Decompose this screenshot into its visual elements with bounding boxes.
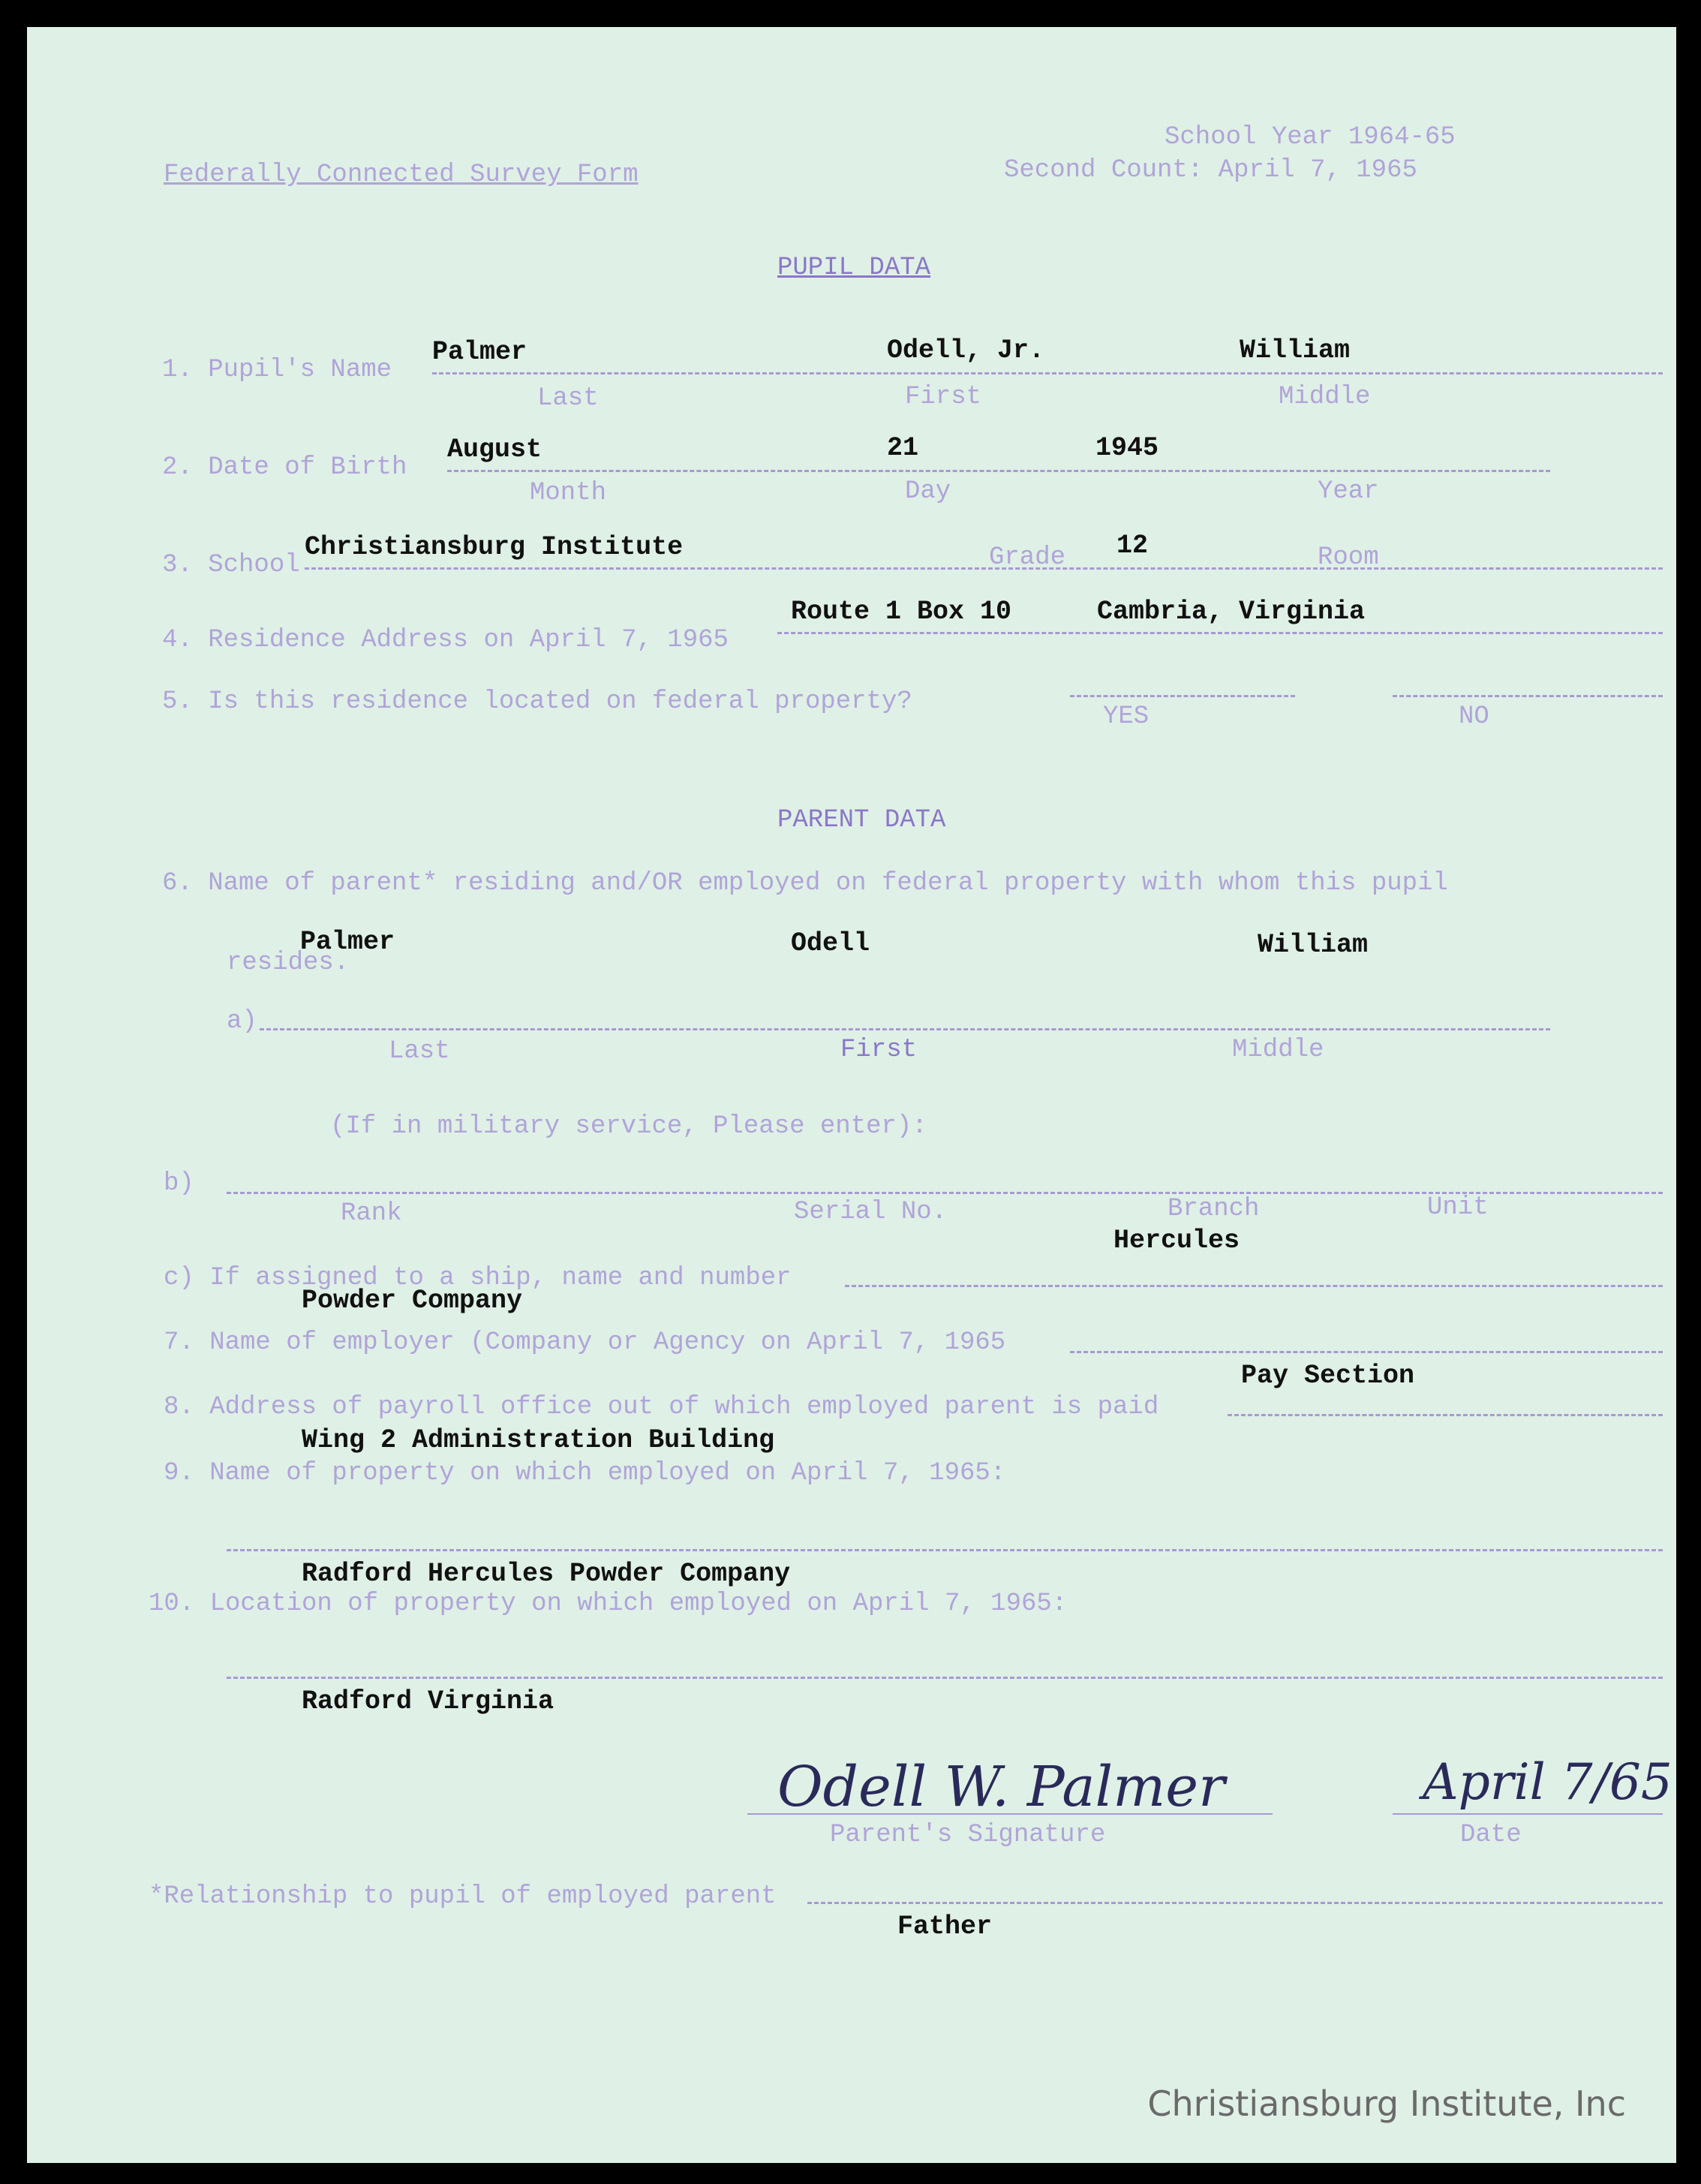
q9-label: 9. Name of property on which employed on April 7, 1965: bbox=[164, 1459, 1006, 1488]
signature-rule bbox=[747, 1813, 1273, 1815]
q1-first: Odell, Jr. bbox=[887, 335, 1045, 366]
q4-label: 4. Residence Address on April 7, 1965 bbox=[162, 626, 729, 654]
q2-day: 21 bbox=[887, 433, 919, 463]
q2-month-caption: Month bbox=[530, 479, 607, 507]
unit-caption: Unit bbox=[1427, 1193, 1489, 1222]
q3-school: Christiansburg Institute bbox=[305, 532, 684, 562]
watermark: Christiansburg Institute, Inc bbox=[1147, 2083, 1626, 2124]
q5-no-rule bbox=[1393, 695, 1663, 697]
q3-room-label: Room bbox=[1318, 543, 1379, 572]
q2-year-caption: Year bbox=[1318, 477, 1379, 506]
q2-rule bbox=[447, 470, 1550, 472]
q7-label: 7. Name of employer (Company or Agency on April 7, 1965 bbox=[164, 1328, 1006, 1357]
branch-caption: Branch bbox=[1168, 1195, 1260, 1223]
q6-label-cont: resides. bbox=[227, 949, 350, 977]
date-rule bbox=[1393, 1813, 1663, 1815]
q5-label: 5. Is this residence located on federal property? bbox=[162, 687, 912, 716]
q1-first-caption: First bbox=[905, 383, 982, 411]
q6-c-rule bbox=[845, 1285, 1663, 1287]
q6-middle: William bbox=[1258, 930, 1369, 960]
q6-middle-caption: Middle bbox=[1232, 1036, 1324, 1064]
q8-rule bbox=[1228, 1414, 1663, 1416]
q3-grade: 12 bbox=[1116, 531, 1149, 561]
q8-value-line2: Wing 2 Administration Building bbox=[302, 1425, 775, 1455]
pupil-data-heading: PUPIL DATA bbox=[777, 254, 931, 282]
q9-value: Radford Hercules Powder Company bbox=[302, 1559, 791, 1589]
form-paper bbox=[27, 27, 1676, 2163]
q1-middle: William bbox=[1240, 335, 1351, 366]
q4-address-line1: Route 1 Box 10 bbox=[791, 597, 1012, 627]
q1-label: 1. Pupil's Name bbox=[162, 356, 392, 384]
q2-year: 1945 bbox=[1095, 433, 1159, 463]
date-caption: Date bbox=[1460, 1821, 1522, 1849]
q7-employer-line1: Hercules bbox=[1113, 1226, 1240, 1256]
q2-day-caption: Day bbox=[905, 477, 951, 506]
q2-month: August bbox=[447, 435, 542, 465]
q1-rule bbox=[432, 372, 1663, 375]
signature-caption: Parent's Signature bbox=[830, 1821, 1106, 1849]
q10-label: 10. Location of property on which employed on April 7, 1965: bbox=[149, 1590, 1068, 1618]
q7-employer-line2: Powder Company bbox=[302, 1286, 523, 1316]
q5-yes: YES bbox=[1103, 702, 1150, 731]
q9-rule bbox=[227, 1549, 1663, 1551]
school-year: School Year 1964-65 bbox=[1165, 123, 1456, 152]
relationship-label: *Relationship to pupil of employed parent bbox=[149, 1882, 777, 1911]
q6-label: 6. Name of parent* residing and/OR employed on federal property with whom this pupil bbox=[162, 869, 1448, 898]
form-title: Federally Connected Survey Form bbox=[164, 161, 639, 189]
q4-address-line2: Cambria, Virginia bbox=[1097, 597, 1366, 627]
q8-label: 8. Address of payroll office out of which employed parent is paid bbox=[164, 1393, 1159, 1421]
q6-a-rule bbox=[260, 1028, 1550, 1030]
q2-label: 2. Date of Birth bbox=[162, 453, 407, 482]
q4-rule bbox=[777, 632, 1663, 634]
q6-last-caption: Last bbox=[389, 1037, 450, 1066]
q10-value: Radford Virginia bbox=[302, 1686, 554, 1716]
q3-rule bbox=[305, 567, 1663, 570]
q1-last-caption: Last bbox=[537, 384, 599, 413]
q6-b-marker: b) bbox=[164, 1169, 194, 1198]
relationship-value: Father bbox=[897, 1912, 993, 1942]
q8-value-line1: Pay Section bbox=[1241, 1361, 1415, 1391]
second-count: Second Count: April 7, 1965 bbox=[1004, 156, 1417, 185]
q7-rule bbox=[1070, 1351, 1663, 1353]
serial-caption: Serial No. bbox=[794, 1198, 948, 1226]
rank-caption: Rank bbox=[341, 1199, 402, 1228]
q3-label: 3. School bbox=[162, 551, 300, 579]
q6-first-caption: First bbox=[840, 1036, 918, 1064]
q1-middle-caption: Middle bbox=[1279, 383, 1371, 411]
parent-signature: Odell W. Palmer bbox=[777, 1755, 1225, 1819]
q6-last: Palmer bbox=[300, 927, 395, 957]
q1-last: Palmer bbox=[432, 337, 527, 367]
parent-data-heading: PARENT DATA bbox=[777, 806, 946, 835]
q6-a-marker: a) bbox=[227, 1007, 257, 1036]
q6-c-label: c) If assigned to a ship, name and number bbox=[164, 1264, 792, 1292]
q3-grade-label: Grade bbox=[989, 543, 1066, 572]
q5-yes-rule bbox=[1070, 695, 1295, 697]
q6-first: Odell bbox=[791, 928, 870, 958]
relationship-rule bbox=[807, 1902, 1663, 1904]
military-note: (If in military service, Please enter): bbox=[330, 1112, 927, 1141]
signature-date: April 7/65 bbox=[1423, 1753, 1672, 1811]
q5-no: NO bbox=[1459, 702, 1489, 731]
q10-rule bbox=[227, 1677, 1663, 1679]
